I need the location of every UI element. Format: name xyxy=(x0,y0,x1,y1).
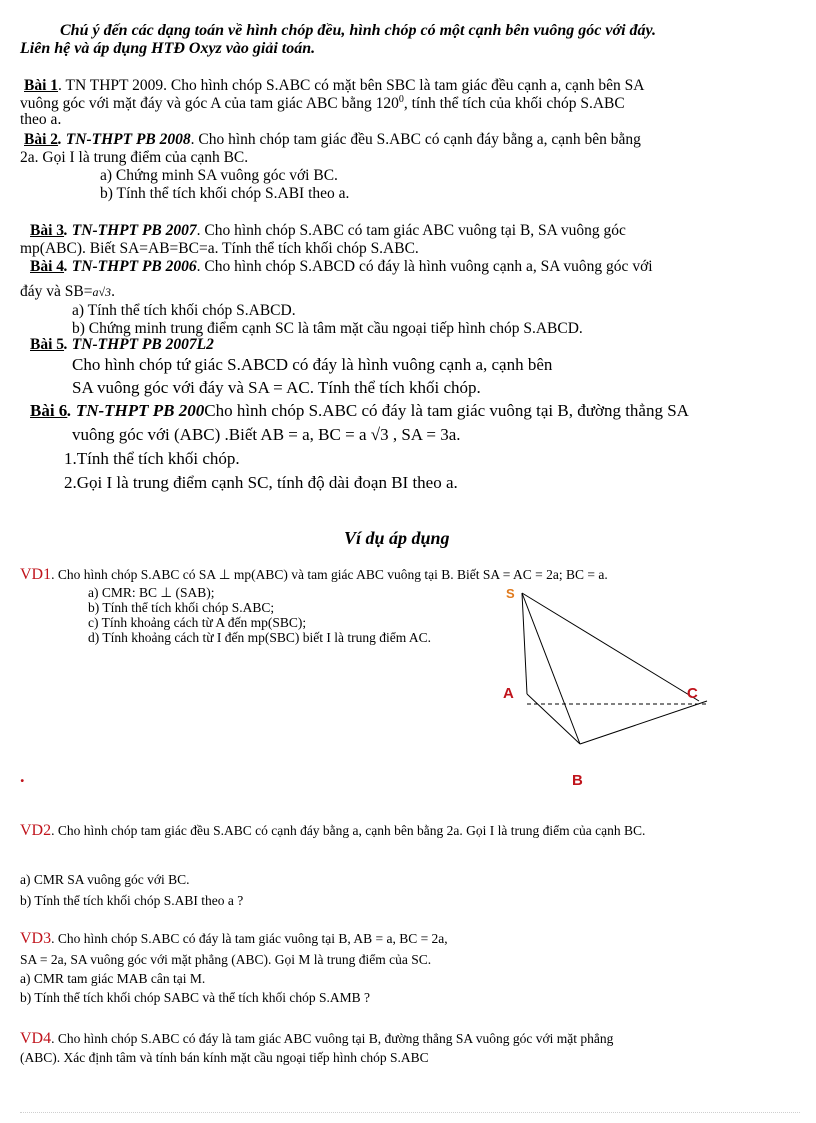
exercise-4-line-1: Bài 4. TN-THPT PB 2006. Cho hình chóp S.ABCD có đáy là hình vuông cạnh a, SA vuông góc với xyxy=(30,258,653,275)
page-bottom-divider xyxy=(20,1112,800,1113)
exercise-3-line-2: mp(ABC). Biết SA=AB=BC=a. Tính thể tích khối chóp S.ABC. xyxy=(20,240,419,257)
edge-BC xyxy=(580,701,707,744)
exercise-6-item-1: 1.Tính thể tích khối chóp. xyxy=(64,449,240,468)
example-3-line-2: SA = 2a, SA vuông góc với mặt phẳng (ABC). Gọi M là trung điểm của SC. xyxy=(20,952,432,967)
example-1-part-b: b) Tính thể tích khối chóp S.ABC; xyxy=(88,600,275,615)
exercise-1-line-1: Bài 1. TN THPT 2009. Cho hình chóp S.ABC có mặt bên SBC là tam giác đều cạnh a, cạnh bên SA xyxy=(24,77,645,94)
example-4-line-1: VD4. Cho hình chóp S.ABC có đáy là tam giác ABC vuông tại B, đường thẳng SA vuông góc với mặt phẳng xyxy=(20,1030,614,1047)
example-4-label: VD4 xyxy=(20,1030,52,1047)
exercise-5-label: Bài 5 xyxy=(30,336,65,353)
section-heading: Ví dụ áp dụng xyxy=(344,528,450,548)
exercise-3-label: Bài 3 xyxy=(30,222,65,239)
edge-SA xyxy=(522,593,527,694)
example-3-label: VD3 xyxy=(20,930,52,947)
exercise-3-line-1: Bài 3. TN-THPT PB 2007. Cho hình chóp S.ABC có tam giác ABC vuông tại B, SA vuông góc xyxy=(30,222,626,239)
example-2-line-1: VD2. Cho hình chóp tam giác đều S.ABC có cạnh đáy bằng a, cạnh bên bằng 2a. Gọi I là trung điểm của cạnh BC. xyxy=(20,822,646,839)
title-line-1: Chú ý đến các dạng toán về hình chóp đều, hình chóp có một cạnh bên vuông góc với đáy. xyxy=(60,22,657,39)
bullet-mark: . xyxy=(20,766,25,786)
exercise-5-line-2: Cho hình chóp tứ giác S.ABCD có đáy là hình vuông cạnh a, cạnh bên xyxy=(72,355,553,374)
exercise-2-line-1: Bài 2. TN-THPT PB 2008. Cho hình chóp tam giác đều S.ABC có cạnh đáy bằng a, cạnh bên bằng xyxy=(24,131,641,148)
example-2-part-b: b) Tính thể tích khối chóp S.ABI theo a ? xyxy=(20,893,244,908)
edge-SC xyxy=(522,593,699,701)
example-3-part-a: a) CMR tam giác MAB cân tại M. xyxy=(20,971,206,986)
exercise-3-source: . TN-THPT PB 2007 xyxy=(64,222,197,239)
exercise-5-line-1 xyxy=(30,336,214,354)
example-2-label: VD2 xyxy=(20,822,52,839)
exercise-2-line-2: 2a. Gọi I là trung điểm của cạnh BC. xyxy=(20,149,249,166)
example-1-part-a: a) CMR: BC ⊥ (SAB); xyxy=(88,585,215,600)
vertex-A-label: A xyxy=(503,685,514,702)
edge-SB xyxy=(522,593,580,744)
vertex-C-label: C xyxy=(687,685,698,702)
exercise-2-label: Bài 2 xyxy=(24,131,59,148)
exercise-4-part-b: b) Chứng minh trung điểm cạnh SC là tâm mặt cầu ngoại tiếp hình chóp S.ABCD. xyxy=(72,320,583,337)
example-2-part-a: a) CMR SA vuông góc với BC. xyxy=(20,872,190,887)
exercise-4-label: Bài 4 xyxy=(30,258,65,275)
vertex-S-label: S xyxy=(506,586,515,601)
exercise-5-line-3: SA vuông góc với đáy và SA = AC. Tính thể tích khối chóp. xyxy=(72,378,481,397)
exercise-1-line-3: theo a. xyxy=(20,111,62,128)
exercise-2-part-a: a) Chứng minh SA vuông góc với BC. xyxy=(100,167,338,184)
edge-AB xyxy=(527,694,580,744)
vertex-B-label: B xyxy=(572,772,583,789)
example-4-line-2: (ABC). Xác định tâm và tính bán kính mặt cầu ngoại tiếp hình chóp S.ABC xyxy=(20,1050,429,1065)
title-line-2: Liên hệ và áp dụng HTĐ Oxyz vào giải toán. xyxy=(20,40,316,57)
exercise-6-line-1: Bài 6. TN-THPT PB 200Cho hình chóp S.ABC có đáy là tam giác vuông tại B, đường thẳng SA xyxy=(30,401,689,420)
exercise-6-label: Bài 6 xyxy=(30,401,68,420)
exercise-1-label: Bài 1 xyxy=(24,77,59,94)
exercise-2-part-b: b) Tính thể tích khối chóp S.ABI theo a. xyxy=(100,185,350,202)
example-1-line-1: VD1. Cho hình chóp S.ABC có SA ⊥ mp(ABC) và tam giác ABC vuông tại B. Biết SA = AC = 2a; BC = a. xyxy=(20,566,608,583)
exercise-6-source: . TN-THPT PB 200 xyxy=(67,401,205,420)
example-1-part-c: c) Tính khoảng cách từ A đến mp(SBC); xyxy=(88,615,307,630)
pyramid-figure xyxy=(495,580,720,795)
example-1-part-d: d) Tính khoảng cách từ I đến mp(SBC) biết I là trung điểm AC. xyxy=(88,630,432,645)
exercise-5-source: . TN-THPT PB 2007L2 xyxy=(64,336,214,353)
exercise-4-source: . TN-THPT PB 2006 xyxy=(64,258,197,275)
exercise-4-part-a: a) Tính thể tích khối chóp S.ABCD. xyxy=(72,302,296,319)
exercise-6-item-2: 2.Gọi I là trung điểm cạnh SC, tính độ dài đoạn BI theo a. xyxy=(64,473,458,492)
exercise-2-source: . TN-THPT PB 2008 xyxy=(58,131,191,148)
sqrt-expression: a√3 xyxy=(92,285,112,299)
example-3-line-1: VD3. Cho hình chóp S.ABC có đáy là tam giác vuông tại B, AB = a, BC = 2a, xyxy=(20,930,448,947)
exercise-1-line-2: vuông góc với mặt đáy và góc A của tam giác ABC bằng $120^0$, tính thể tích của khối chóp S.ABC xyxy=(20,94,625,113)
exercise-6-line-2: vuông góc với (ABC) .Biết AB = a, BC = a √3 , SA = 3a. xyxy=(72,425,461,444)
example-1-label: VD1 xyxy=(20,566,52,583)
exercise-4-line-2: đáy và SB=a√3. xyxy=(20,283,115,300)
example-3-part-b: b) Tính thể tích khối chóp SABC và thể tích khối chóp S.AMB ? xyxy=(20,990,370,1005)
